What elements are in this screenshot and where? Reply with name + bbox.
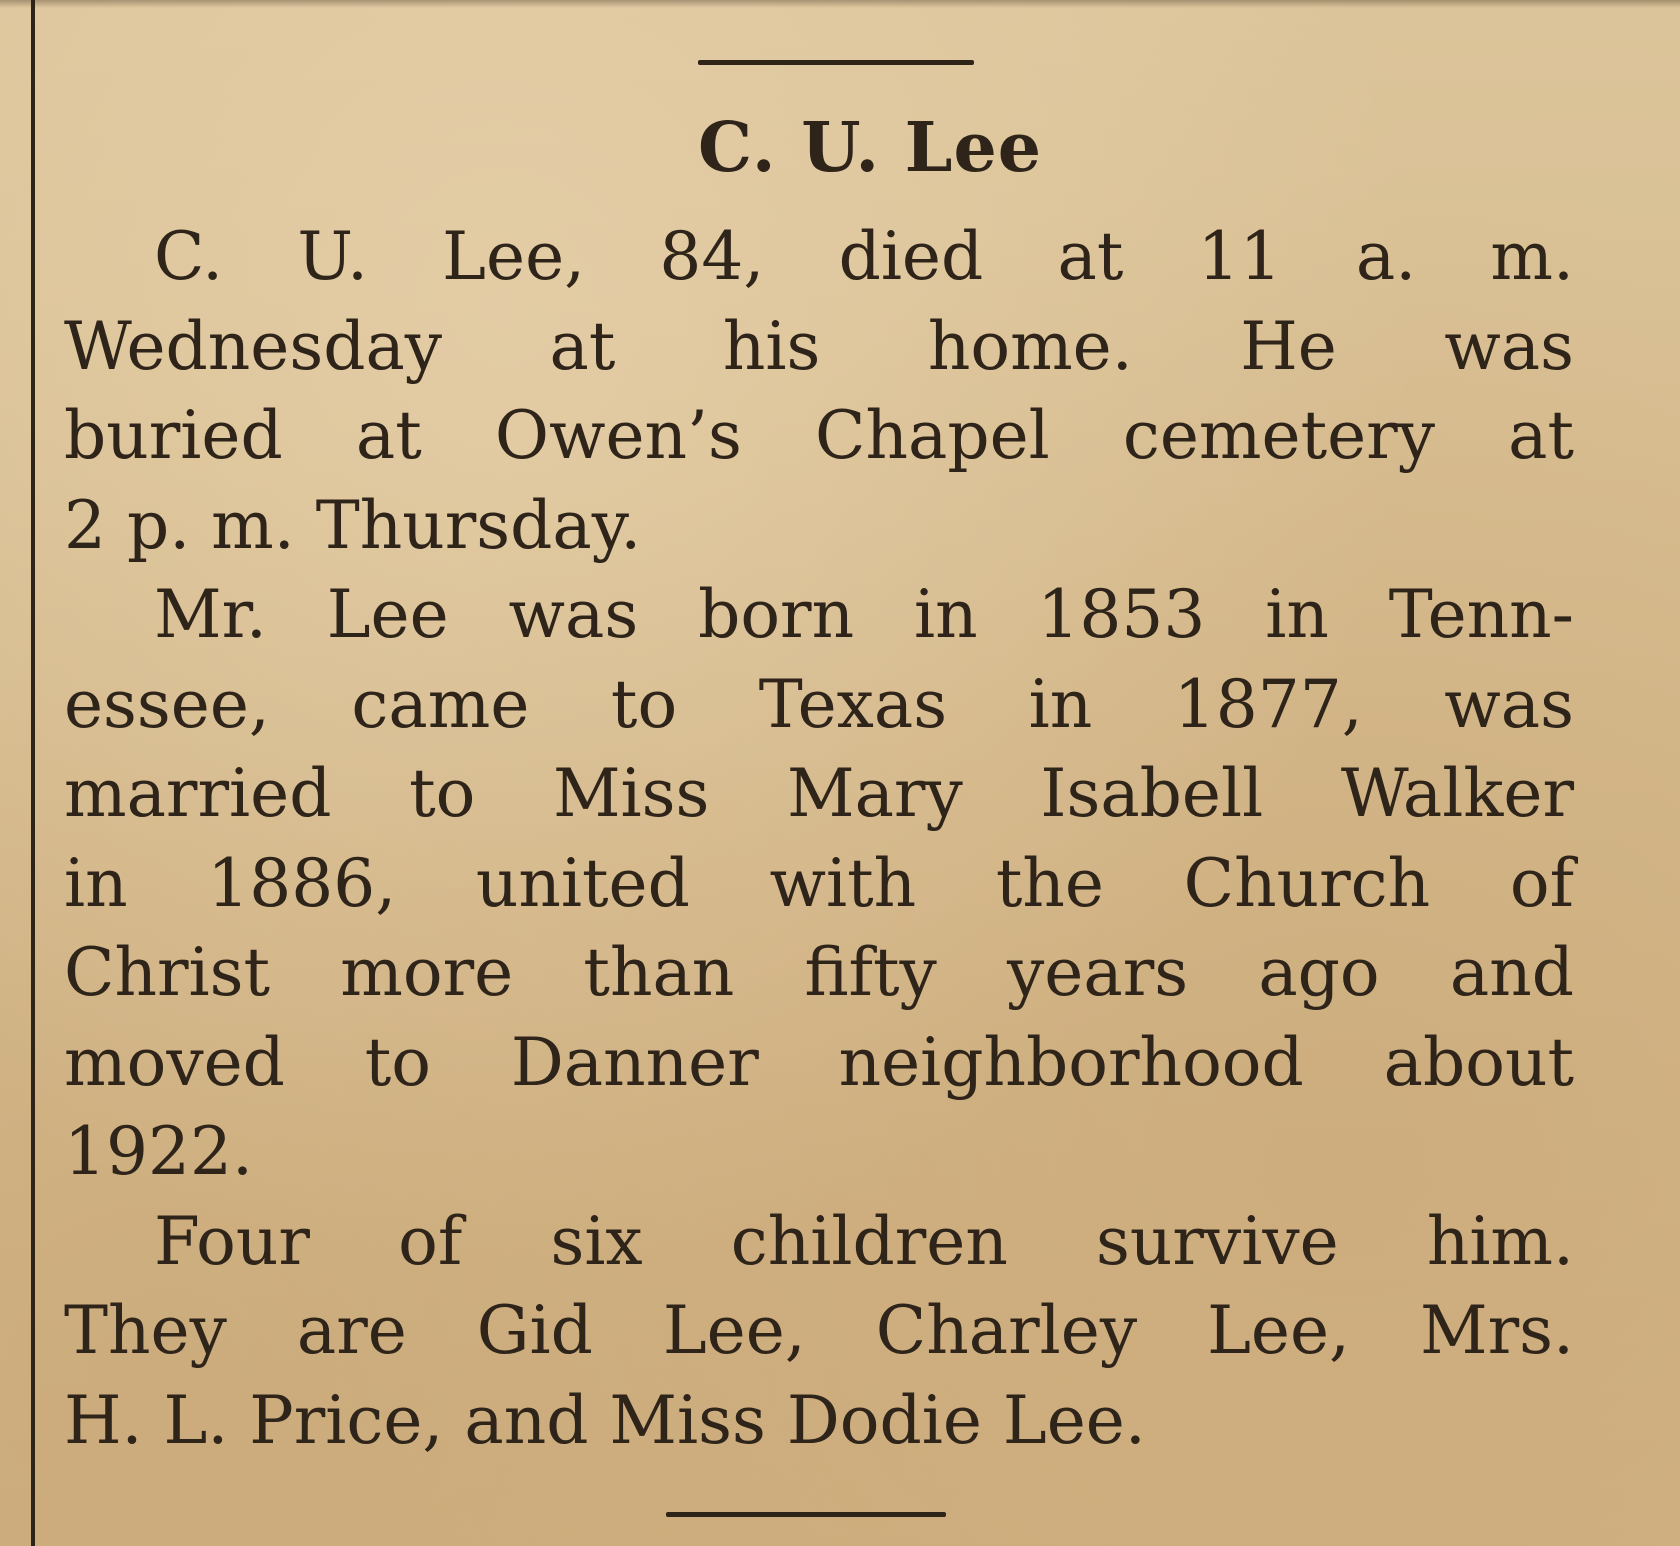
body-line: Mr. Lee was born in 1853 in Tenn- [154,576,1574,653]
body-line: 2 p. m. Thursday. [64,486,642,564]
obituary-body [64,212,1574,1465]
body-line: Wednesday at his home. He was [64,307,1574,385]
body-line: moved to Danner neighborhood about [64,1023,1574,1101]
body-line: married to Miss Mary Isabell Walker [64,755,1574,832]
body-line: buried at Owen’s Chapel cemetery at [64,397,1574,474]
top-divider-rule [698,60,974,65]
obituary-headline: C. U. Lee [697,108,1043,188]
body-line: C. U. Lee, 84, died at 11 a. m. [154,218,1574,295]
body-line: They are Gid Lee, Charley Lee, Mrs. [64,1292,1574,1369]
body-line: H. L. Price, and Miss Dodie Lee. [64,1381,1146,1459]
body-line: Christ more than fifty years ago and [64,934,1574,1011]
body-line: 1922. [64,1113,253,1190]
clipping-top-edge [0,0,1680,8]
column-rule [31,0,35,1546]
bottom-divider-rule [666,1512,946,1517]
body-line: Four of six children survive him. [154,1202,1574,1280]
body-line: in 1886, united with the Church of [64,844,1574,922]
body-line: essee, came to Texas in 1877, was [64,665,1574,743]
